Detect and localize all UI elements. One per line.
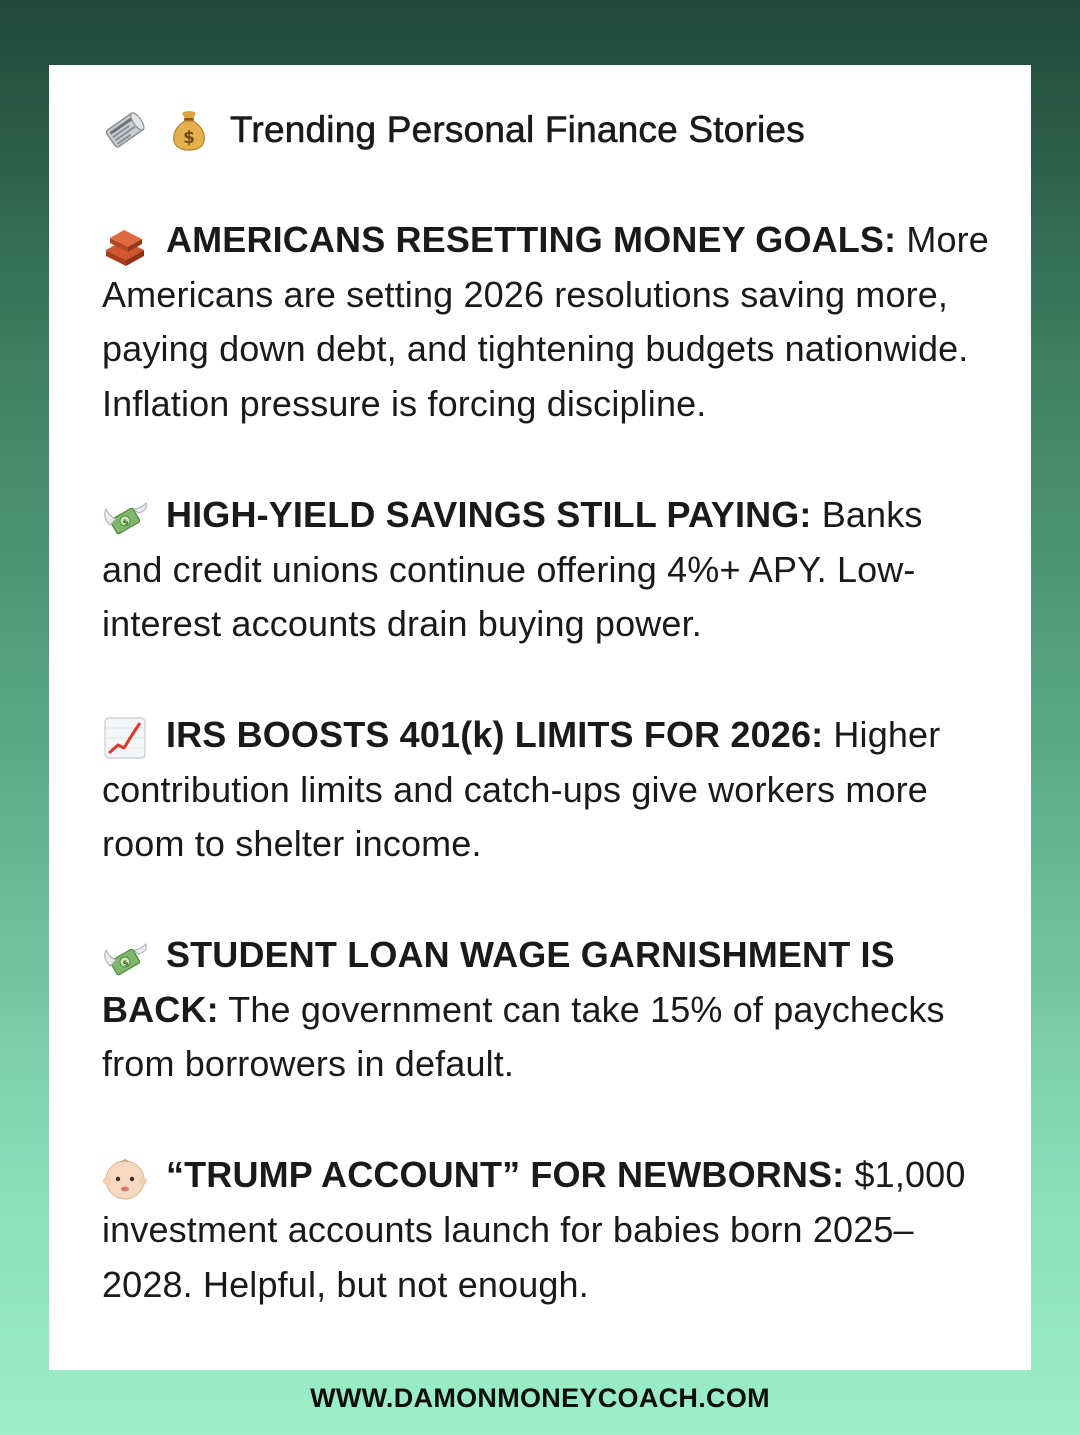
story-body: Higher contribution limits and catch-ups give workers more room to shelter income. xyxy=(102,713,941,865)
story-body: The government can take 15% of paychecks from borrowers in default. xyxy=(102,988,945,1085)
story-body: Banks and credit unions continue offering 4%+ APY. Low-interest accounts drain buying power. xyxy=(102,493,923,645)
story-item xyxy=(102,1148,991,1312)
svg-text:$: $ xyxy=(183,128,195,148)
story-item xyxy=(102,488,991,652)
title-text: Trending Personal Finance Stories xyxy=(230,109,805,150)
story-headline: IRS BOOSTS 401(k) LIMITS FOR 2026: xyxy=(166,713,824,755)
footer-url[interactable]: WWW.DAMONMONEYCOACH.COM xyxy=(310,1383,770,1413)
page-title xyxy=(102,103,991,157)
money-bag-icon xyxy=(166,107,212,153)
story-headline: AMERICANS RESETTING MONEY GOALS: xyxy=(166,219,897,260)
story-item xyxy=(102,708,991,872)
story-body: $1,000 investment accounts launch for babies born 2025–2028. Helpful, but not enough. xyxy=(102,1154,966,1305)
story-headline: HIGH-YIELD SAVINGS STILL PAYING: xyxy=(166,493,812,535)
baby-icon xyxy=(102,1156,148,1202)
money-with-wings-icon xyxy=(102,495,148,541)
story-item xyxy=(102,213,991,432)
money-with-wings-icon xyxy=(102,936,148,982)
svg-text:$: $ xyxy=(121,957,131,969)
svg-text:$: $ xyxy=(121,517,131,528)
bricks-icon xyxy=(102,220,148,266)
story-headline: “TRUMP ACCOUNT” FOR NEWBORNS: xyxy=(166,1154,845,1196)
newspaper-icon xyxy=(102,107,148,153)
chart-increasing-icon xyxy=(102,715,148,761)
content-card xyxy=(49,65,1031,1370)
story-body: More Americans are setting 2026 resolutions saving more, paying down debt, and tightening budgets nationwide. Inflation pressure is forcing discipline. xyxy=(102,219,989,425)
story-item xyxy=(102,928,991,1092)
story-headline: STUDENT LOAN WAGE GARNISHMENT IS BACK: xyxy=(102,934,895,1030)
